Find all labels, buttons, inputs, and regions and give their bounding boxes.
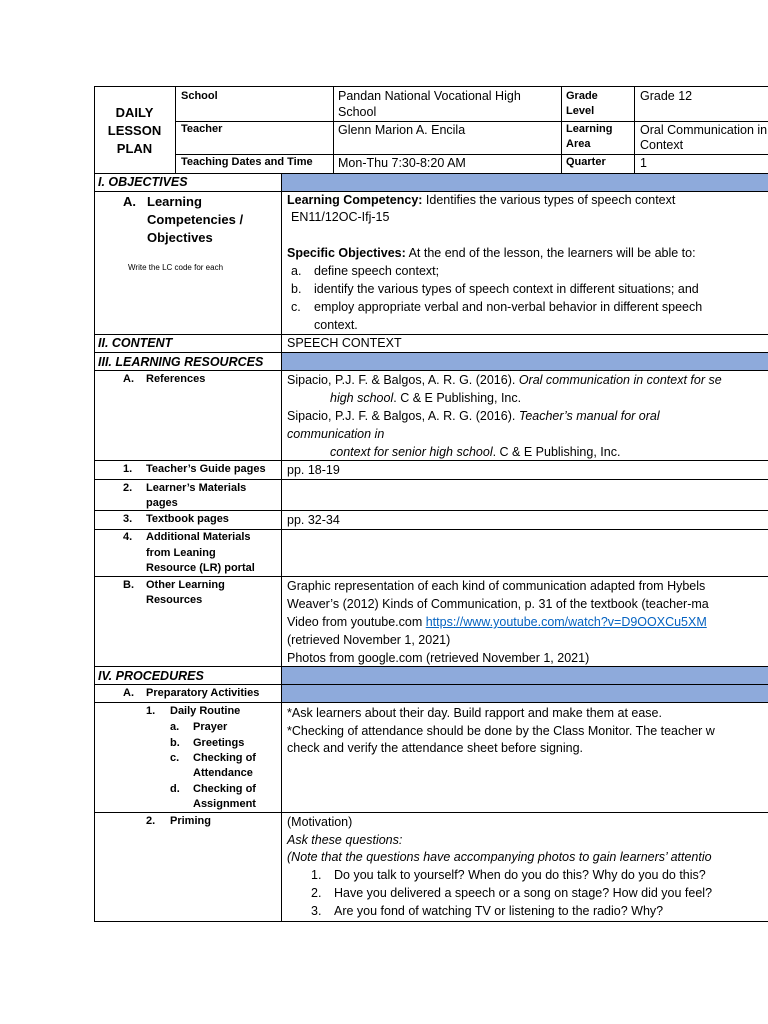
teacher-value: Glenn Marion A. Encila	[338, 123, 466, 137]
tg-label: Teacher’s Guide pages	[146, 463, 266, 475]
rule	[94, 702, 768, 703]
am-marker: 4.	[123, 531, 133, 543]
resources-heading: III. LEARNING RESOURCES	[98, 355, 264, 369]
objectives-band	[281, 174, 768, 191]
content-value: SPEECH CONTEXT	[287, 336, 402, 350]
specific-line	[287, 246, 696, 261]
competency-text: Identifies the various types of speech context	[422, 193, 676, 207]
title-daily: DAILY	[115, 105, 154, 120]
reference-2-title: Teacher’s manual for oral	[518, 409, 660, 423]
rule	[175, 121, 768, 122]
lc-note: Write the LC code for each	[128, 263, 224, 272]
rule	[94, 529, 768, 530]
lm-marker: 2.	[123, 482, 133, 494]
procedures-band	[281, 667, 768, 684]
area-label-line2: Area	[566, 138, 591, 150]
question-1-marker: 1.	[311, 868, 322, 882]
reference-2-authors: Sipacio, P.J. F. & Balgos, A. R. G. (2016).	[287, 409, 519, 423]
area-value-line2: Context	[640, 138, 684, 152]
rule	[94, 173, 768, 174]
routine-text-1: *Ask learners about their day. Build rapport and make them at ease.	[287, 706, 662, 720]
rule	[94, 460, 768, 461]
objectives-a-label-line3: Objectives	[147, 230, 213, 245]
routine-label: Daily Routine	[170, 705, 241, 717]
rule	[94, 86, 95, 922]
reference-2-publisher: . C & E Publishing, Inc.	[492, 445, 621, 459]
tg-value: pp. 18-19	[287, 463, 340, 477]
competency-label: Learning Competency:	[287, 193, 423, 207]
dates-value: Mon-Thu 7:30-8:20 AM	[338, 156, 466, 170]
lm-label: Learner’s Materials	[146, 482, 247, 494]
objectives-heading: I. OBJECTIVES	[98, 175, 188, 189]
youtube-link[interactable]: https://www.youtube.com/watch?v=D9OOXCu5XM	[425, 615, 707, 629]
title-lesson: LESSON	[107, 123, 162, 138]
priming-marker: 2.	[146, 815, 156, 827]
school-label: School	[181, 90, 218, 102]
rule	[175, 86, 176, 174]
rule	[94, 812, 768, 813]
specific-text: At the end of the lesson, the learners will be able to:	[405, 246, 696, 260]
rule	[94, 370, 768, 371]
reference-1	[287, 373, 722, 388]
objective-a-marker: a.	[291, 264, 302, 278]
routine-b-marker: b.	[170, 737, 180, 749]
prep-label: Preparatory Activities	[146, 687, 260, 699]
procedures-heading: IV. PROCEDURES	[98, 669, 204, 683]
objectives-a-label-line2: Competencies /	[147, 212, 244, 227]
routine-d-marker: d.	[170, 783, 180, 795]
routine-c: Checking of	[193, 752, 256, 764]
reference-1-publisher: . C & E Publishing, Inc.	[393, 391, 522, 405]
rule	[94, 684, 768, 685]
quarter-value: 1	[640, 156, 647, 170]
resources-band	[281, 353, 768, 370]
objective-a: define speech context;	[314, 264, 440, 278]
dates-label: Teaching Dates and Time	[181, 156, 313, 168]
lm-label-line2: pages	[146, 497, 178, 509]
other-label-line2: Resources	[146, 594, 203, 606]
routine-c-line2: Attendance	[193, 767, 253, 779]
question-2: Have you delivered a speech or a song on stage? How did you feel?	[334, 886, 713, 900]
am-label-line2: from Leaning	[146, 547, 216, 559]
refs-label: References	[146, 373, 206, 385]
priming-ask: Ask these questions:	[287, 833, 403, 847]
quarter-label: Quarter	[566, 156, 606, 168]
routine-d-line2: Assignment	[193, 798, 256, 810]
tg-marker: 1.	[123, 463, 133, 475]
priming-note: (Note that the questions have accompanying photos to gain learners’ attentio	[287, 850, 712, 864]
priming-motivation: (Motivation)	[287, 815, 353, 829]
tb-value: pp. 32-34	[287, 513, 340, 527]
routine-d: Checking of	[193, 783, 256, 795]
competency-code: EN11/12OC-Ifj-15	[291, 210, 390, 224]
am-label: Additional Materials	[146, 531, 251, 543]
rule	[561, 86, 562, 174]
question-2-marker: 2.	[311, 886, 322, 900]
reference-1-title: Oral communication in context for se	[518, 373, 722, 387]
objectives-a-label: Learning	[147, 194, 202, 209]
prep-marker: A.	[123, 687, 134, 699]
objective-c-cont: context.	[314, 318, 358, 332]
other-resource-2: Weaver’s (2012) Kinds of Communication, p. 31 of the textbook (teacher-ma	[287, 597, 709, 611]
teacher-label: Teacher	[181, 123, 223, 135]
rule	[94, 479, 768, 480]
refs-marker: A.	[123, 373, 134, 385]
video-label: Video from youtube.com	[287, 615, 426, 629]
rule	[94, 576, 768, 577]
competency-line	[287, 193, 675, 208]
rule	[634, 86, 635, 174]
other-label: Other Learning	[146, 579, 225, 591]
reference-2-line3	[330, 445, 620, 460]
am-label-line3: Resource (LR) portal	[146, 562, 255, 574]
question-1: Do you talk to yourself? When do you do this? Why do you do this?	[334, 868, 706, 882]
reference-2	[287, 409, 660, 424]
routine-a-marker: a.	[170, 721, 180, 733]
tb-label: Textbook pages	[146, 513, 229, 525]
area-value: Oral Communication in	[640, 123, 768, 137]
rule	[94, 352, 768, 353]
grade-label-line2: Level	[566, 105, 595, 117]
priming-label: Priming	[170, 815, 211, 827]
routine-text-3: check and verify the attendance sheet before signing.	[287, 741, 584, 755]
rule	[94, 334, 768, 335]
area-label: Learning	[566, 123, 613, 135]
routine-a: Prayer	[193, 721, 228, 733]
other-marker: B.	[123, 579, 134, 591]
title-plan: PLAN	[116, 141, 153, 156]
rule	[175, 154, 768, 155]
grade-value: Grade 12	[640, 89, 693, 103]
rule	[94, 510, 768, 511]
question-3-marker: 3.	[311, 904, 322, 918]
other-resource-5: Photos from google.com (retrieved November 1, 2021)	[287, 651, 590, 665]
objective-b: identify the various types of speech context in different situations; and	[314, 282, 699, 296]
content-heading: II. CONTENT	[98, 336, 173, 350]
routine-c-marker: c.	[170, 752, 180, 764]
objective-c-marker: c.	[291, 300, 301, 314]
rule	[94, 666, 768, 667]
reference-2-line2: communication in	[287, 427, 385, 441]
reference-1-authors: Sipacio, P.J. F. & Balgos, A. R. G. (2016).	[287, 373, 519, 387]
school-value-line2: School	[338, 105, 377, 119]
rule	[281, 173, 282, 922]
rule	[333, 86, 334, 174]
other-resource-4: (retrieved November 1, 2021)	[287, 633, 451, 647]
routine-b: Greetings	[193, 737, 245, 749]
tb-marker: 3.	[123, 513, 133, 525]
other-resource-3	[287, 615, 707, 630]
rule	[94, 191, 768, 192]
grade-label: Grade	[566, 90, 598, 102]
school-value: Pandan National Vocational High	[338, 89, 521, 103]
reference-1-line2	[330, 391, 521, 406]
rule	[94, 921, 768, 922]
objective-b-marker: b.	[291, 282, 302, 296]
question-3: Are you fond of watching TV or listening to the radio? Why?	[334, 904, 664, 918]
objectives-a-marker: A.	[123, 194, 136, 209]
rule	[94, 86, 768, 87]
objective-c: employ appropriate verbal and non-verbal behavior in different speech	[314, 300, 703, 314]
reference-2-title-cont: context for senior high school	[330, 445, 493, 459]
reference-1-title-cont: high school	[330, 391, 394, 405]
routine-text-2: *Checking of attendance should be done by the Class Monitor. The teacher w	[287, 724, 715, 738]
routine-marker: 1.	[146, 705, 156, 717]
preparatory-band	[281, 685, 768, 702]
specific-label: Specific Objectives:	[287, 246, 406, 260]
other-resource-1: Graphic representation of each kind of communication adapted from Hybels	[287, 579, 706, 593]
